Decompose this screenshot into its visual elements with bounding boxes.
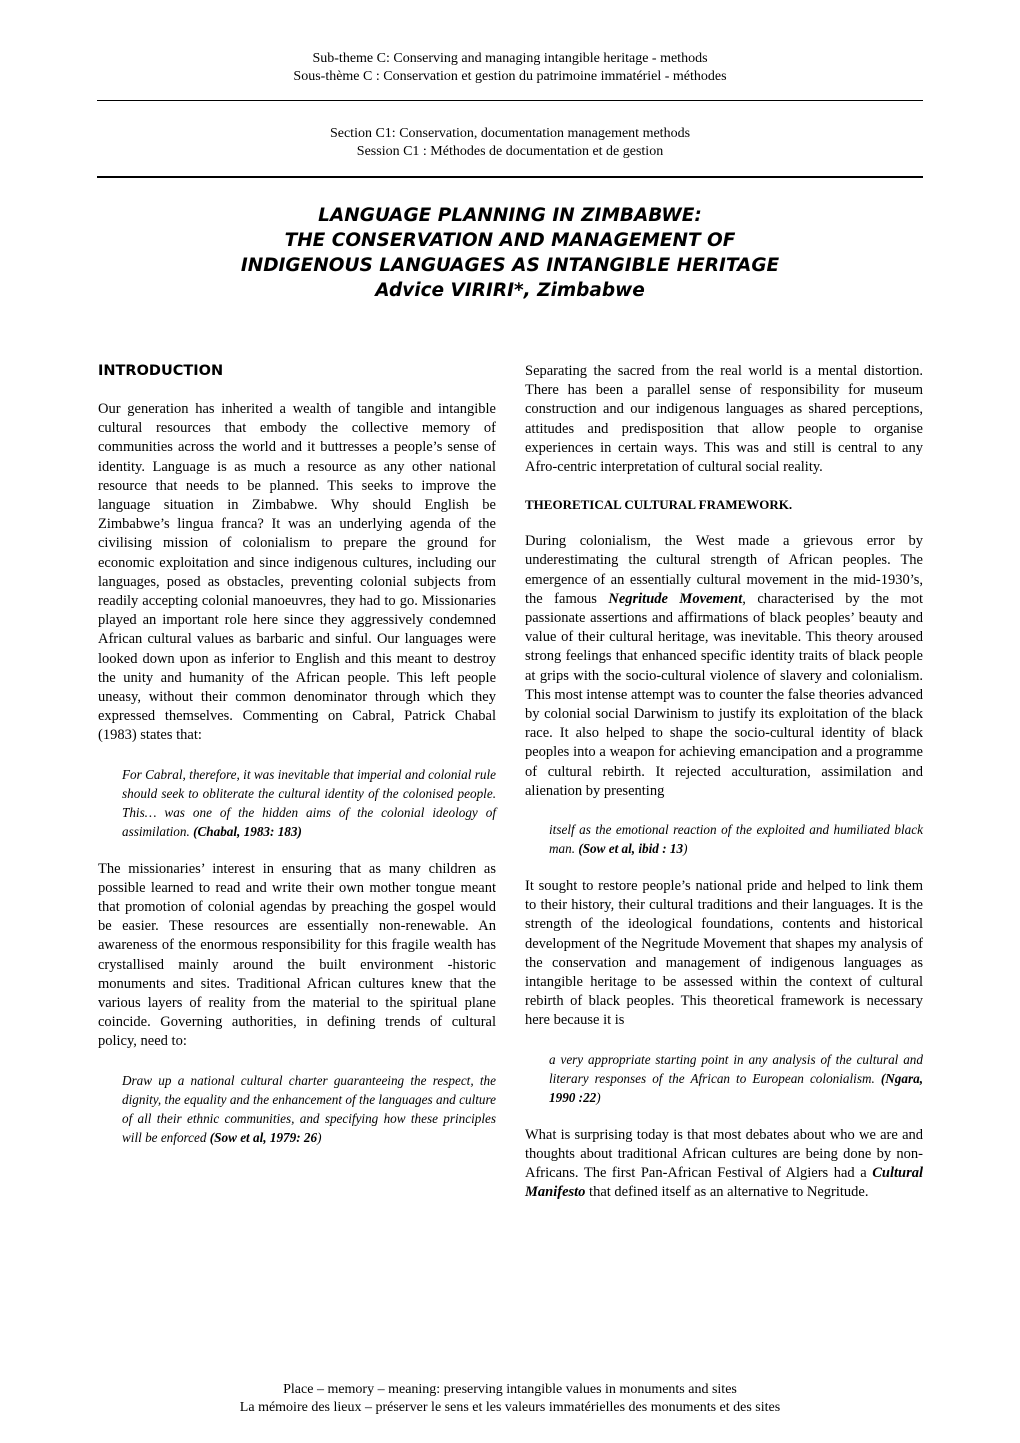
block-quote-ngara: a very appropriate starting point in any analysis of the cultural and literary responses of the African to European colonialism. (Ngara, 1990 :22) bbox=[549, 1051, 923, 1105]
header-line-french: Sous-thème C : Conservation et gestion du patrimoine immatériel - méthodes bbox=[293, 69, 727, 84]
quote-text: itself as the emotional reaction of the exploited and humiliated black man. bbox=[549, 822, 923, 857]
quote-citation: (Sow et al, ibid : 13 bbox=[578, 841, 684, 857]
quote-citation: (Sow et al, 1979: 26 bbox=[209, 1129, 318, 1145]
intro-paragraph-2: The missionaries’ interest in ensuring that as many children as possible learned to read and write their own mother tongue meant that promotion of colonial agendas by preaching the gospel would be easier. These resources are essentially non-renewable. An awareness of the enormous responsibility for this fragile wealth has crystallised mainly around the built environment -historic monuments and sites. Traditional African cultures knew that the various layers of reality from the material to the spiritual plane coincide. Governing authorities, in defining trends of cultural policy, need to: bbox=[98, 860, 496, 1050]
left-column bbox=[98, 362, 496, 1147]
quote-citation: (Ngara, 1990 :22 bbox=[549, 1070, 923, 1105]
negritude-term: Negritude Movement bbox=[608, 590, 743, 607]
title-line-2: THE CONSERVATION AND MANAGEMENT OF bbox=[284, 230, 736, 251]
paper-title bbox=[97, 203, 923, 303]
quote-text: a very appropriate starting point in any analysis of the cultural and literary responses of the African to European colonialism. bbox=[549, 1051, 923, 1086]
title-line-3: INDIGENOUS LANGUAGES AS INTANGIBLE HERITAGE bbox=[240, 255, 780, 276]
intro-paragraph-1: Our generation has inherited a wealth of tangible and intangible cultural resources that embody the collective memory of communities across the world and it buttresses a people’s sense of identity. Language is as much a resource as any other national resource that needs to be planned. This seeks to improve the language situation in Zimbabwe. Why should English be Zimbabwe’s lingua franca? It was an underlying agenda of the civilising mission of colonialism to prepare the ground for economic exploitation and since indigenous cultures, including our languages, posed as obstacles, preventing colonial subjects from readily accepting colonial manoeuvres, they had to go. Missionaries played an important role here since they aggressively condemned African cultural values as barbaric and sinful. Our languages were looked down upon as inferior to English and this meant to destroy the unity and humanity of the African people. This left people uneasy, without their common denominator through which they expressed themselves. Commenting on Cabral, Patrick Chabal (1983) states that: bbox=[98, 401, 496, 744]
cultural-manifesto-term: Cultural Manifesto bbox=[525, 1165, 923, 1201]
right-paragraph-3: It sought to restore people’s national pride and helped to link them to their history, their cultural traditions and their languages. It is the strength of the ideological foundations, contents and historical development of the Negritude Movement that shapes my analysis of the conservation and management of indigenous languages as intangible heritage to be assessed within the context of cultural rebirth of black peoples. This theoretical framework is necessary here because it is bbox=[525, 878, 923, 1029]
footer-line-english: Place – memory – meaning: preserving intangible values in monuments and sites bbox=[283, 1382, 737, 1397]
right-paragraph-2: During colonialism, the West made a grievous error by underestimating the cultural strength of African peoples. The emergence of an essentially cultural movement in the mid-1930’s, the famous Negritude Movement, characterised by the mot passionate assertions and affirmations of black peoples’ beauty and value of their cultural heritage, was inevitable. This theory aroused strong feelings that enhanced specific identity traits of black people at grips with the socio-cultural violence of slavery and colonialism. This most intense attempt was to counter the false theories advanced by colonial social Darwinism to justify its exploitation of the black race. It also helped to shape the socio-cultural identity of black peoples into a weapon for achieving emancipation and a programme of cultural rebirth. It rejected acculturation, assimilation and alienation by presenting bbox=[525, 533, 923, 799]
block-quote-sow: Draw up a national cultural charter guaranteeing the respect, the dignity, the equality and the enhancement of the languages and culture of all their ethnic communities, and specifying how these principles will be enforced (Sow et al, 1979: 26) bbox=[122, 1072, 496, 1145]
introduction-heading: INTRODUCTION bbox=[98, 363, 224, 379]
section-line-english: Section C1: Conservation, documentation management methods bbox=[329, 126, 691, 141]
footer-line-french: La mémoire des lieux – préserver le sens et les valeurs immatérielles des monuments et des sites bbox=[239, 1400, 781, 1415]
block-quote-sow-ibid: itself as the emotional reaction of the exploited and humiliated black man. (Sow et al, ibid : 13) bbox=[549, 822, 923, 857]
quote-text: For Cabral, therefore, it was inevitable that imperial and colonial rule should seek to obliterate the cultural identity of the colonised people. This… was one of the hidden aims of the colonial ideology of assimilation. bbox=[122, 766, 496, 839]
running-footer bbox=[97, 1381, 923, 1417]
quote-text: Draw up a national cultural charter guaranteeing the respect, the dignity, the equality and the enhancement of the languages and culture of all their ethnic communities, and specifying how these principles will be enforced bbox=[122, 1072, 496, 1145]
section-heading bbox=[97, 125, 923, 161]
running-header bbox=[97, 50, 923, 86]
framework-heading: THEORETICAL CULTURAL FRAMEWORK. bbox=[525, 497, 793, 513]
title-line-1: LANGUAGE PLANNING IN ZIMBABWE: bbox=[318, 205, 702, 226]
quote-citation: (Chabal, 1983: 183) bbox=[193, 823, 302, 839]
header-line-english: Sub-theme C: Conserving and managing intangible heritage - methods bbox=[312, 51, 708, 66]
right-paragraph-4: What is surprising today is that most debates about who we are and thoughts about traditional African cultures are being done by non-Africans. The first Pan-African Festival of Algiers had a Cultural Manifesto that defined itself as an alternative to Negritude. bbox=[525, 1126, 923, 1201]
author-line: Advice VIRIRI*, Zimbabwe bbox=[375, 280, 645, 301]
section-divider bbox=[97, 176, 923, 178]
right-column bbox=[525, 362, 923, 1203]
section-line-french: Session C1 : Méthodes de documentation et de gestion bbox=[356, 144, 664, 159]
block-quote-chabal bbox=[98, 765, 496, 841]
right-paragraph-1: Separating the sacred from the real world is a mental distortion. There has been a parallel sense of responsibility for museum construction and our indigenous languages as shared perceptions, attitudes and predisposition that allow people to organise experiences in certain ways. This was and still is central to any Afro-centric interpretation of cultural social reality. bbox=[525, 363, 923, 476]
header-divider bbox=[97, 100, 923, 101]
